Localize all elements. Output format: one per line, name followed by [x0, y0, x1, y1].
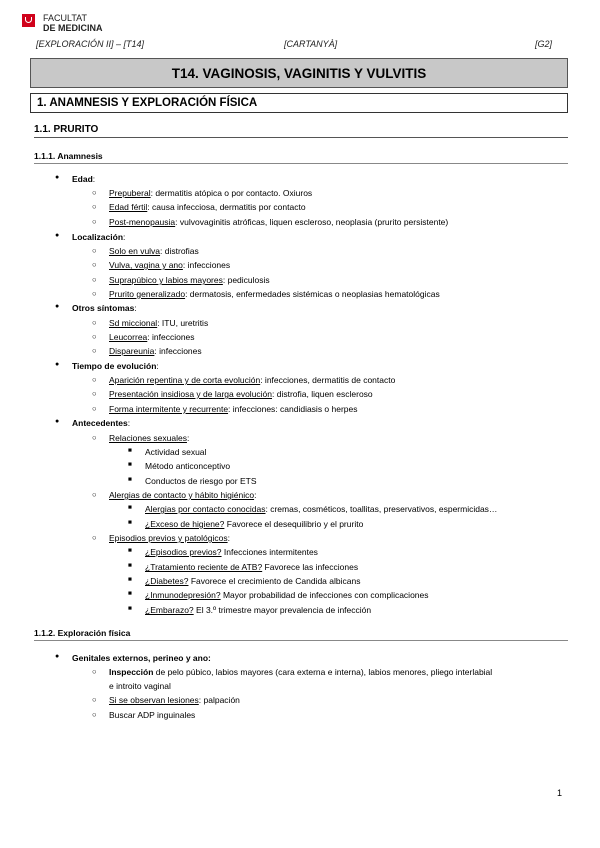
page-number: 1	[557, 788, 563, 798]
list-item: ● Otros síntomas:	[72, 303, 137, 313]
list-item: ■ ¿Embarazo? El 3.º trimestre mayor prevalencia de infección	[145, 605, 371, 615]
section-heading: 1. ANAMNESIS Y EXPLORACIÓN FÍSICA	[30, 93, 568, 113]
list-item: ○ Inspección de pelo púbico, labios mayores (cara externa e interna), labios menores, pliego interlabial	[109, 667, 492, 677]
list-item: ■ ¿Exceso de higiene? Favorece el desequilibrio y el prurito	[145, 519, 363, 529]
list-item: ○ Solo en vulva: distrofias	[109, 246, 199, 256]
university-shield-icon	[22, 14, 35, 27]
header-center: [CARTANYÀ]	[284, 39, 338, 49]
subsection-heading-exploracion: 1.1.2. Exploración física	[34, 628, 568, 641]
list-item: ○ Post-menopausia: vulvovaginitis atróficas, liquen escleroso, neoplasia (prurito persistente)	[109, 217, 448, 227]
subsection-heading-prurito: 1.1. PRURITO	[34, 124, 568, 138]
header-right: [G2]	[535, 39, 553, 49]
list-item: ○ Vulva, vagina y ano: infecciones	[109, 260, 230, 270]
list-item: ○ Edad fértil: causa infecciosa, dermatitis por contacto	[109, 202, 306, 212]
list-item: ● Edad:	[72, 174, 95, 184]
list-item: ○ Prepuberal: dermatitis atópica o por contacto. Oxiuros	[109, 188, 312, 198]
list-item: ○ Prurito generalizado: dermatosis, enfermedades sistémicas o neoplasias hematológicas	[109, 289, 440, 299]
list-item: ○ Aparición repentina y de corta evolución: infecciones, dermatitis de contacto	[109, 375, 395, 385]
list-item: ○ Episodios previos y patológicos:	[109, 533, 230, 543]
logo-text	[43, 13, 103, 33]
list-item: ● Genitales externos, perineo y ano:	[72, 653, 211, 663]
header-left: [EXPLORACIÓN II] – [T14]	[36, 39, 145, 49]
list-item: ○ Suprapúbico y labios mayores: pediculosis	[109, 275, 270, 285]
list-item: ■ Actividad sexual	[145, 447, 206, 457]
list-item: ○ Buscar ADP inguinales	[109, 710, 195, 720]
logo-line2: DE MEDICINA	[43, 23, 103, 33]
list-item: ● Antecedentes:	[72, 418, 130, 428]
subsection-heading-anamnesis: 1.1.1. Anamnesis	[34, 151, 568, 164]
faculty-logo	[22, 13, 103, 33]
list-item: ○ Dispareunia: infecciones	[109, 346, 202, 356]
list-item: ■ ¿Tratamiento reciente de ATB? Favorece las infecciones	[145, 562, 358, 572]
list-item: ■ ¿Diabetes? Favorece el crecimiento de Candida albicans	[145, 576, 360, 586]
list-item: ■ ¿Inmunodepresión? Mayor probabilidad de infecciones con complicaciones	[145, 590, 429, 600]
list-item: ○ Leucorrea: infecciones	[109, 332, 195, 342]
list-item: ■ Conductos de riesgo por ETS	[145, 476, 257, 486]
list-item: ■ Método anticonceptivo	[145, 461, 230, 471]
list-item: ○ Presentación insidiosa y de larga evolución: distrofia, liquen escleroso	[109, 389, 373, 399]
list-item: ○ Sd miccional: ITU, uretritis	[109, 318, 208, 328]
list-item: ■ Alergias por contacto conocidas: cremas, cosméticos, toallitas, preservativos, espermicidas…	[145, 504, 497, 514]
list-item: ● Localización:	[72, 232, 125, 242]
list-item: ○ Alergias de contacto y hábito higiénico:	[109, 490, 256, 500]
list-item: ● Tiempo de evolución:	[72, 361, 159, 371]
list-item: ○ Si se observan lesiones: palpación	[109, 695, 240, 705]
list-item: ○ Forma intermitente y recurrente: infecciones: candidiasis o herpes	[109, 404, 358, 414]
list-item-continuation: e introito vaginal	[109, 681, 171, 691]
list-item: ■ ¿Episodios previos? Infecciones intermitentes	[145, 547, 318, 557]
logo-line1: FACULTAT	[43, 13, 88, 23]
list-item: ○ Relaciones sexuales:	[109, 433, 189, 443]
document-title: T14. VAGINOSIS, VAGINITIS Y VULVITIS	[30, 58, 568, 88]
